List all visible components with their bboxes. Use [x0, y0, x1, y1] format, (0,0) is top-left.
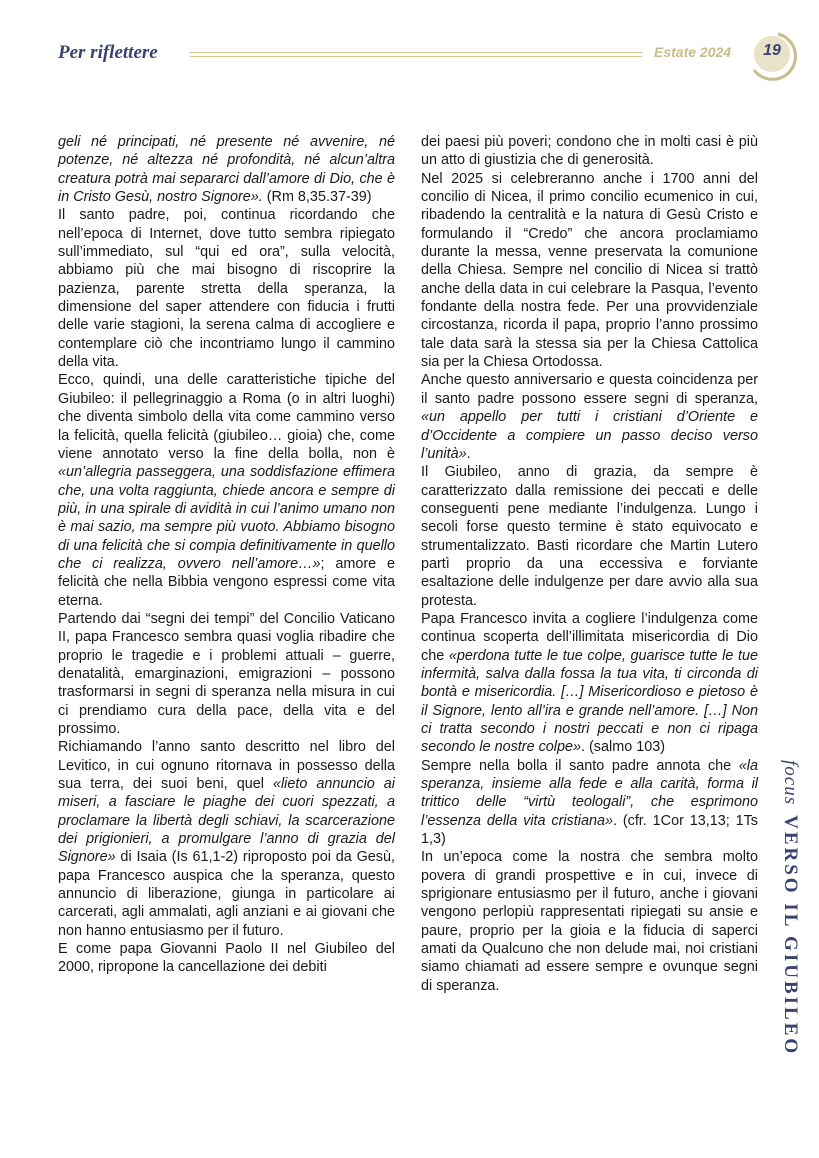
body-text: (Rm 8,35.37-39): [262, 189, 372, 206]
section-title: Per riflettere: [58, 42, 158, 63]
paragraph: [58, 133, 395, 206]
body-text: Nel 2025 si celebreranno anche i 1700 anni del concilio di Nicea, il primo concilio ecumenico in cui, ribadendo la centralità e la natura di Gesù Cristo e formulando il “Credo” che ancora proclamiamo durante la messa, venne preservata la comunione della Chiesa. Sempre nel concilio di Nicea si trattò anche della data in cui celebrare la Pasqua, l’evento fondante della nostra fede. Per una provvidenziale circostanza, ricorda il papa, proprio l’anno prossimo tale data sarà la stessa sia per la Chiesa Cattolica sia per la Chiesa Ortodossa.: [421, 170, 758, 371]
page-header: [0, 0, 819, 90]
paragraph: [421, 170, 758, 372]
body-text: E come papa Giovanni Paolo II nel Giubileo del 2000, ripropone la cancellazione dei debiti: [58, 941, 395, 976]
paragraph: [58, 610, 395, 738]
paragraph: [421, 848, 758, 995]
issue-label: Estate 2024: [654, 44, 732, 60]
focus-title: VERSO IL GIUBILEO: [780, 815, 801, 1057]
paragraph: [421, 133, 758, 170]
body-text: Partendo dai “segni dei tempi” del Concilio Vaticano II, papa Francesco sembra quasi voglia ribadire che proprio le tragedie e i problemi attuali – guerre, denatalità, emarginazioni, emigrazioni – possono trasformarsi in segni di speranza nella misura in cui ci prendiamo cura della pace, della vita e del prossimo.: [58, 610, 395, 737]
paragraph: [58, 738, 395, 940]
body-text: Richiamando l’anno santo descritto nel libro del Levitico, in cui ognuno ritornava in possesso della sua terra, dei suoi beni, quel: [58, 739, 395, 793]
header-rule-bottom: [190, 56, 642, 57]
paragraph: [421, 371, 758, 463]
header-rule-top: [190, 52, 642, 53]
body-text: Il Giubileo, anno di grazia, da sempre è caratterizzato dalla remissione dei peccati e delle conseguenti pene mediante l’indulgenza. Lungo i secoli forse questo termine è stato equivocato e strumentalizzato. Basti ricordare che Martin Lutero partì proprio da una eccessiva e forviante esaltazione delle indulgenze per dare avvio alla sua protesta.: [421, 464, 758, 609]
focus-label: focus: [780, 760, 801, 806]
quote-text: geli né principati, né presente né avvenire, né potenze, né altezza né profondità, né alcun’altra creatura potrà mai separarci dall’amore di Dio, che è in Cristo Gesù, nostro Signore».: [58, 134, 395, 206]
quote-text: «un appello per tutti i cristiani d’Oriente e d’Occidente a compiere un passo deciso verso l’unità»: [421, 409, 758, 462]
body-text: . (salmo 103): [581, 739, 665, 756]
body-text: .: [466, 445, 471, 462]
body-text: . (cfr. 1Cor 13,13; 1Ts 1,3): [421, 812, 758, 848]
body-text: Ecco, quindi, una delle caratteristiche tipiche del Giubileo: il pellegrinaggio a Roma (o in altri luoghi) che diventa simbolo della vita come cammino verso la felicità, quella felicità (giubileo… gioia) che, come viene annotato verso la fine della bolla, non è: [58, 372, 395, 462]
page-number: 19: [763, 42, 781, 59]
paragraph: [58, 371, 395, 609]
quote-text: «perdona tutte le tue colpe, guarisce tutte le tue infermità, salva dalla fossa la tua vita, ti circonda di bontà e misericordia. […] Misericordioso e pietoso è il Signore, lento all’ira e grande nell’amore. […] Non ci tratta secondo i nostri peccati e non ci ripaga secondo le nostre colpe»: [421, 647, 758, 756]
body-text: Sempre nella bolla il santo padre annota che: [421, 757, 739, 774]
paragraph: [421, 757, 758, 849]
paragraph: [58, 206, 395, 371]
quote-text: «un’allegria passeggera, una soddisfazione effimera che, una volta raggiunta, chiede ancora e sempre di più, in una spirale di avidità in cui l’animo umano non è mai sazio, ma sempre più vuoto. Abbiamo bisogno di una felicità che si compia definitivamente in quello che ci realizza, ovvero nell’amore…»: [58, 464, 395, 572]
quote-text: «la speranza, insieme alla fede e alla carità, forma il trittico delle “virtù teologali”, che esprimono l’essenza della vita cristiana»: [421, 757, 758, 829]
body-text: dei paesi più poveri; condono che in molti casi è più un atto di giustizia che di generosità.: [421, 134, 758, 169]
body-text: Anche questo anniversario e questa coincidenza per il santo padre possono essere segni di speranza,: [421, 372, 758, 407]
sidebar-vertical-title: [770, 760, 806, 1100]
text-column-left: [58, 133, 395, 977]
body-text: Papa Francesco invita a cogliere l’indulgenza come continua scoperta dell’illimitata misericordia di Dio che: [421, 610, 758, 664]
paragraph: [421, 610, 758, 757]
paragraph: [58, 940, 395, 977]
body-text: ; amore e felicità che nella Bibbia vengono espressi come vita eterna.: [58, 555, 395, 609]
paragraph: [421, 463, 758, 610]
quote-text: «lieto annuncio ai miseri, a fasciare le piaghe dei cuori spezzati, a proclamare la libertà degli schiavi, la scarcerazione dei prigionieri, a promulgare l’anno di grazia del Signore»: [58, 776, 395, 866]
text-column-right: [421, 133, 758, 995]
body-text: di Isaia (Is 61,1-2) riproposto poi da Gesù, papa Francesco auspica che la speranza, questo annuncio di liberazione, giunga in particolare ai carcerati, agli ammalati, agli anziani e ai giovani che non hanno entusiasmo per il futuro.: [58, 849, 395, 939]
body-text: Il santo padre, poi, continua ricordando che nell’epoca di Internet, dove tutto sembra ripiegato sull’immediato, sul “qui ed ora”, sulla velocità, abbiamo più che mai bisogno di riscoprire la pazienza, parente stretta della speranza, la dimensione del saper attendere con fiducia i frutti delle varie stagioni, la serena calma di accogliere e contemplare ciò che incontriamo lungo il cammino della vita.: [58, 207, 395, 371]
body-text: In un’epoca come la nostra che sembra molto povera di grandi prospettive e in cui, invece di sprigionare entusiasmo per il futuro, anche i giovani vengono perlopiù rappresentati ripiegati su ansie e paure, proprio per la gioia e la fiducia di saperci amati da Qualcuno che non delude mai, noi cristiani siamo chiamati ad essere sempre e ovunque segni di speranza.: [421, 849, 758, 994]
